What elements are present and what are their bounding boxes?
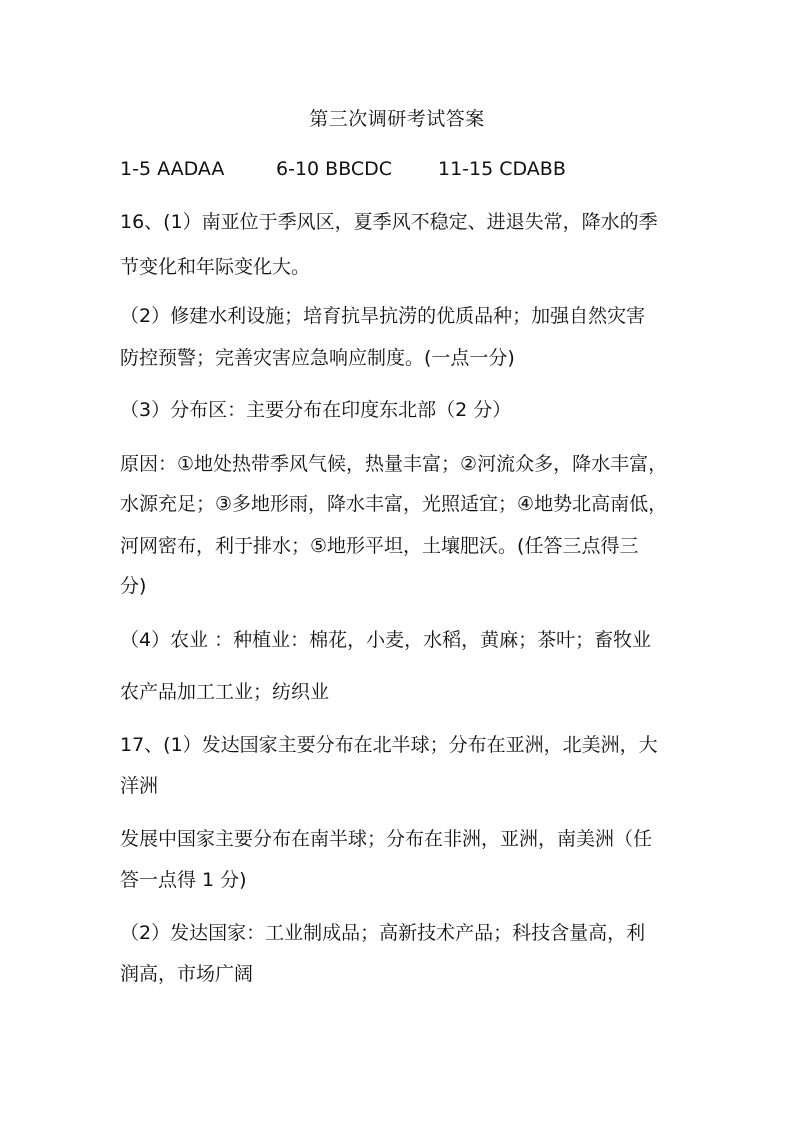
answer-line: （3）分布区：主要分布在印度东北部（2 分） [120,399,512,421]
answer-line: 防控预警；完善灾害应急响应制度。(一点一分) [120,347,515,369]
mc-answer-group: 6-10 BBCDC [276,158,393,180]
answer-line: 发展中国家主要分布在南半球；分布在非洲，亚洲，南美洲（任 [120,828,653,850]
answer-line: 农产品加工工业；纺织业 [120,681,330,703]
answer-line: 答一点得 1 分) [120,869,247,891]
answer-line: （2）发达国家：工业制成品；高新技术产品；科技含量高，利 [120,922,646,944]
answer-line: 河网密布，利于排水；⑤地形平坦，土壤肥沃。(任答三点得三 [120,535,639,557]
answer-line: （2）修建水利设施；培育抗旱抗涝的优质品种；加强自然灾害 [120,305,646,327]
answer-line: 节变化和年际变化大。 [120,256,311,278]
answer-line: 原因：①地处热带季风气候，热量丰富；②河流众多，降水丰富， [120,453,668,475]
answer-line: 润高，市场广阔 [120,963,254,985]
answer-line: 分) [120,575,147,597]
answer-line: 17、(1）发达国家主要分布在北半球；分布在亚洲，北美洲，大 [120,734,658,756]
document-title: 第三次调研考试答案 [309,108,485,130]
answer-line: 洋洲 [120,775,159,797]
answer-line: 水源充足；③多地形雨，降水丰富，光照适宜；④地势北高南低， [120,493,668,515]
answer-line: 16、(1）南亚位于季风区，夏季风不稳定、进退失常，降水的季 [120,211,658,233]
answer-line: （4）农业 ：种植业：棉花，小麦，水稻，黄麻；茶叶；畜牧业 [120,629,652,651]
mc-answer-group: 11-15 CDABB [438,158,566,180]
mc-answer-group: 1-5 AADAA [120,158,225,180]
